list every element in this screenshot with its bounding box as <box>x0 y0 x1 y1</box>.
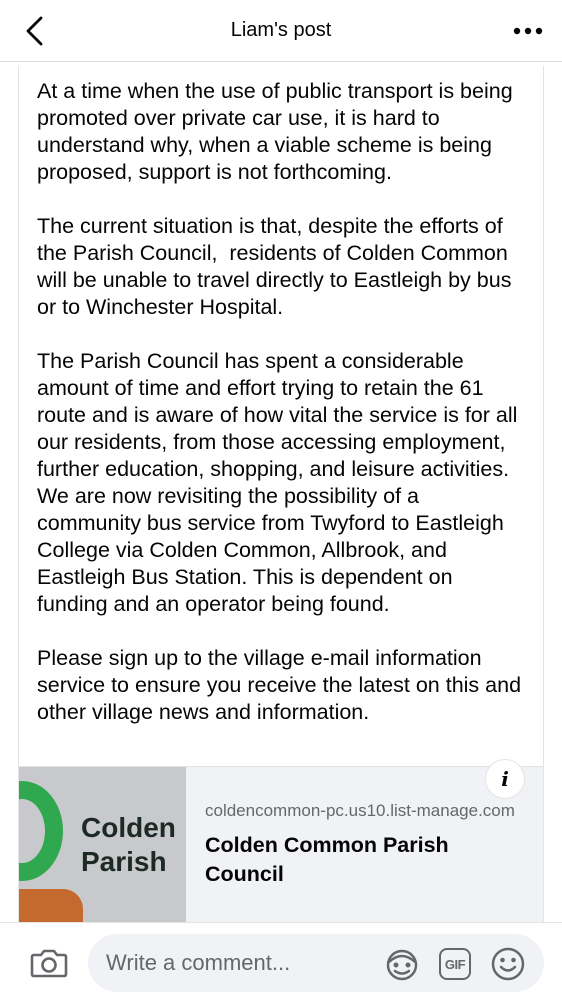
info-icon[interactable]: i <box>485 759 525 799</box>
gif-icon: GIF <box>439 948 471 980</box>
logo-text: Colden Parish <box>81 812 176 877</box>
post-text <box>19 66 543 726</box>
post-paragraph: Please sign up to the village e-mail information service to ensure you receive the latest on this and other village news and information. <box>37 646 528 724</box>
smiley-icon <box>490 946 526 982</box>
comment-input[interactable] <box>106 934 376 992</box>
link-thumbnail <box>19 767 186 922</box>
comment-input-container <box>88 934 544 992</box>
camera-button[interactable] <box>28 943 70 983</box>
more-horizontal-icon <box>513 27 543 35</box>
link-info <box>186 767 543 922</box>
logo-earth <box>19 889 83 922</box>
camera-icon <box>30 947 68 979</box>
gif-button[interactable] <box>437 946 473 982</box>
comment-bar <box>0 922 562 1000</box>
emoji-button[interactable] <box>490 946 526 982</box>
page-title: Liam's post <box>230 19 332 41</box>
logo-ring <box>19 781 63 881</box>
avatar-sticker-button[interactable] <box>384 946 420 982</box>
back-button[interactable] <box>14 12 54 50</box>
link-domain: coldencommon-pc.us10.list-manage.com <box>205 801 515 820</box>
post-card <box>18 66 544 922</box>
more-options-button[interactable] <box>508 12 548 50</box>
link-preview-card[interactable] <box>19 766 543 922</box>
post-paragraph: The Parish Council has spent a considerable amount of time and effort trying to retain the 61 route and is aware of how vital the service is for all our residents, from those accessing employment, further education, shopping, and leisure activities. We are now revisiting the possibility of a community bus service from Twyford to Eastleigh College via Colden Common, Allbrook, and Eastleigh Bus Station. This is dependent on funding and an operator being found. <box>37 349 524 616</box>
post-paragraph: The current situation is that, despite the efforts of the Parish Council, residents of Colden Common will be unable to travel directly to Eastleigh by bus or to Winchester Hospital. <box>37 214 518 319</box>
post-paragraph: At a time when the use of public transport is being promoted over private car use, it is hard to understand why, when a viable scheme is being proposed, support is not forthcoming. <box>37 79 519 184</box>
top-navigation-bar <box>0 0 562 62</box>
chevron-left-icon <box>23 16 45 46</box>
link-title: Colden Common Parish Council <box>205 833 449 886</box>
avatar-sticker-icon <box>384 946 420 982</box>
